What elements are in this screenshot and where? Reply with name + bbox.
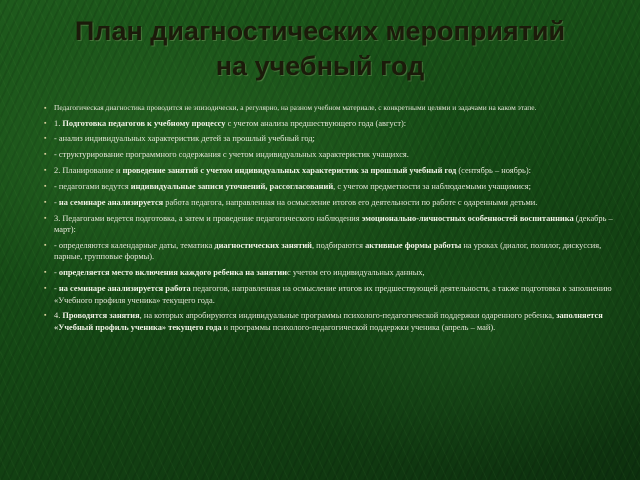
bullet-icon: ▪ (44, 311, 47, 320)
bullet-item (44, 118, 614, 129)
bullet-item (44, 181, 614, 192)
bullet-text-bold: проведение занятий с учетом индивидуальных характеристик за прошлый учебный год (122, 166, 457, 176)
bullet-text: (декабрь – март): (54, 213, 613, 235)
bullet-text-bold: Подготовка педагогов к учебному процессу (62, 118, 226, 128)
slide-title (0, 14, 640, 84)
bullet-icon: ▪ (44, 268, 47, 277)
bullet-icon: ▪ (44, 284, 47, 293)
bullet-text: и программы психолого-педагогической поддержки ученика (апрель – май). (221, 322, 496, 332)
bullet-icon: ▪ (44, 118, 47, 127)
slide-title-line-2: на учебный год (215, 51, 425, 81)
bullet-text: работа педагога, направленная на осмысление итогов его деятельности по работе с одаренными детьми. (163, 198, 538, 208)
bullet-text: , на которых апробируются индивидуальные программы психолого-педагогической поддержки одаренного ребенка, (139, 311, 557, 321)
bullet-text: - определяются календарные даты, тематика (54, 241, 215, 251)
bullet-text-bold: на семинаре анализируется (58, 198, 164, 208)
bullet-text-bold: диагностических занятий (214, 241, 312, 251)
bullet-icon: ▪ (44, 198, 47, 207)
bullet-text-bold: индивидуальные записи уточнений, рассогласований (130, 182, 334, 192)
bullet-text: , с учетом предметности за наблюдаемыми учащимися; (333, 182, 531, 192)
bullet-text: на уроках (диалог, полилог, дискуссия, парные, групповые формы). (54, 241, 602, 262)
bullet-text-bold: эмоционально-личностных особенностей воспитанника (361, 213, 574, 223)
bullet-text: 3. Педагогами ведется подготовка, а затем и проведение педагогического наблюдения (54, 213, 362, 223)
bullet-text: педагогов, направленная на осмысление итогов их предшествующей деятельности, а также подготовка к заполнению «Учебного профиля ученика» текущего года. (54, 284, 612, 305)
bullet-icon: ▪ (44, 104, 47, 112)
bullet-text: 4. (54, 311, 63, 321)
bullet-icon: ▪ (44, 182, 47, 191)
slide-body (44, 103, 614, 338)
bullet-text-bold: заполняется «Учебный профиль ученика» текущего года (54, 311, 603, 332)
bullet-text-bold: активные формы работы (365, 241, 462, 251)
bullet-icon: ▪ (44, 166, 47, 175)
bullet-text: - (54, 268, 59, 278)
slide-title-line-1: План диагностических мероприятий (74, 16, 566, 46)
bullet-text: с учетом его индивидуальных данных, (287, 268, 425, 278)
bullet-text: - (54, 198, 59, 208)
bullet-text: - педагогами ведутся (54, 182, 131, 192)
bullet-text: 1. (54, 118, 63, 128)
bullet-item (44, 240, 614, 263)
bullet-item (44, 213, 614, 236)
bullet-text: , подбираются (311, 241, 366, 251)
bullet-item (44, 133, 614, 144)
bullet-text: (сентябрь – ноябрь): (456, 166, 531, 176)
bullet-item (44, 165, 614, 176)
bullet-text-bold: на семинаре анализируется работа (58, 284, 191, 294)
bullet-icon: ▪ (44, 241, 47, 250)
bullet-item (44, 283, 614, 306)
bullet-item (44, 149, 614, 160)
bullet-text: с учетом анализа предшествующего года (август): (225, 118, 407, 128)
bullet-text-bold: Проводятся занятия (62, 311, 140, 321)
bullet-icon: ▪ (44, 150, 47, 159)
bullet-text: - анализ индивидуальных характеристик детей за прошлый учебный год; (54, 134, 315, 144)
bullet-text: 2. Планирование и (54, 166, 123, 176)
bullet-icon: ▪ (44, 213, 47, 222)
bullet-item (44, 310, 614, 333)
bullet-item (44, 103, 614, 113)
bullet-text: Педагогическая диагностика проводится не эпизодически, а регулярно, на разном учебном материале, с конкретными целями и задачами на каком этапе. (54, 103, 537, 112)
bullet-item (44, 267, 614, 278)
bullet-item (44, 197, 614, 208)
bullet-text: - (54, 284, 59, 294)
bullet-text: - структурирование программного содержания с учетом индивидуальных характеристик учащихся. (54, 150, 409, 160)
bullet-icon: ▪ (44, 134, 47, 143)
bullet-text-bold: определяется место включения каждого ребенка на занятии (58, 268, 288, 278)
